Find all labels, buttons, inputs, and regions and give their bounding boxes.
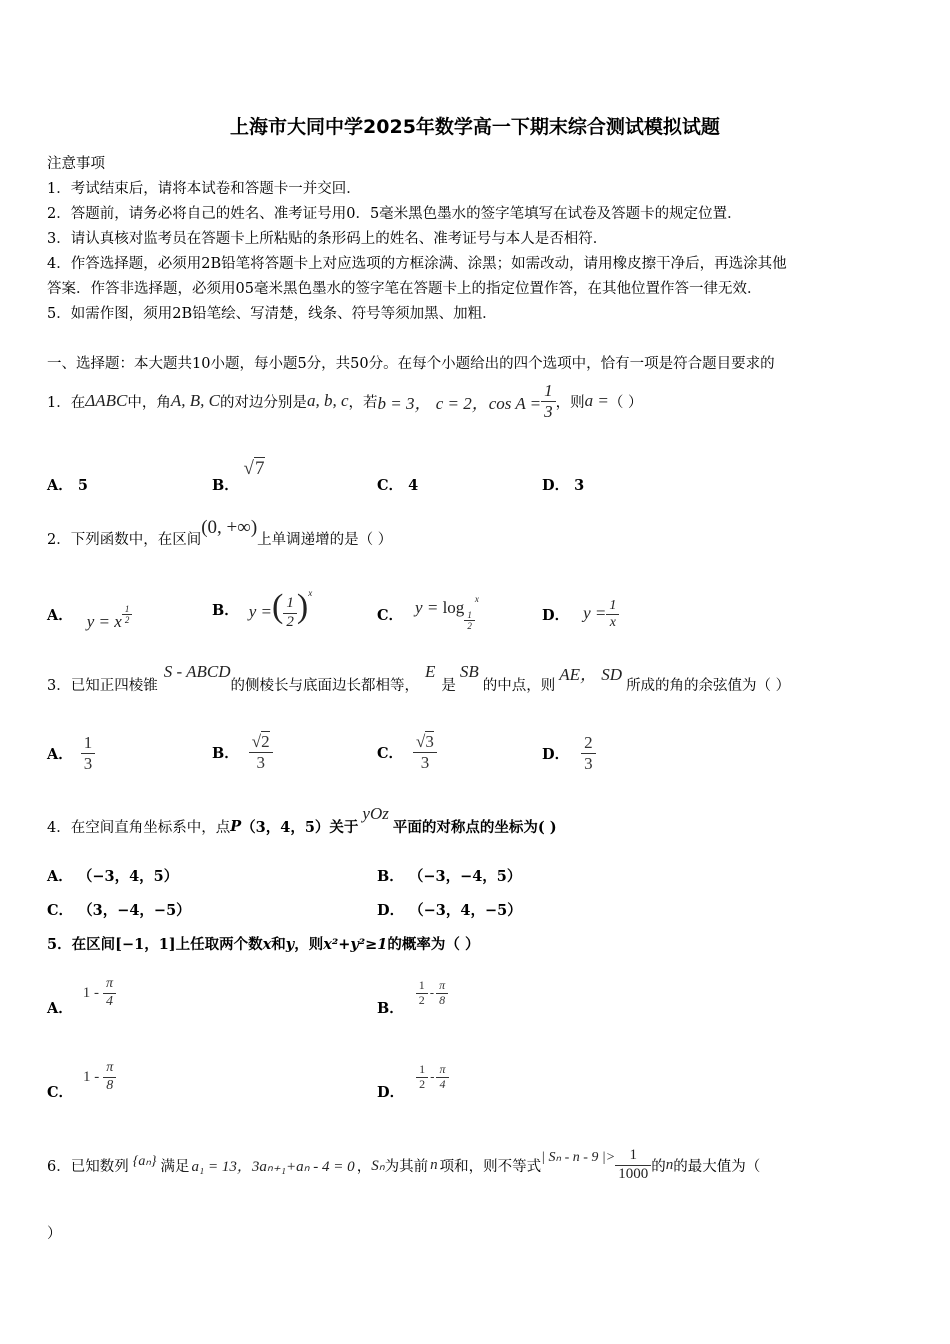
q3-text-2: 是 [441,677,456,694]
q2-b-label: B． [212,602,239,619]
q3-d-label: D． [542,745,570,763]
q5-text-1: 5．在区间[−1，1]上任取两个数 [47,936,263,953]
q5-c-num: π [103,1060,116,1077]
q4-d-label: D． [377,902,405,919]
q5-b-lead [416,979,428,1008]
q1-angles: A, B, C [170,391,220,410]
q3-lines: AE， SD [559,664,623,684]
q2-tail: 上单调递增的是（ ） [257,531,393,548]
q1-b-text: 7 [254,458,265,479]
q4-point: P [230,817,242,835]
q4-tail: 平面的对称点的坐标为( ) [392,818,557,836]
q4-option-c[interactable] [47,899,191,920]
q6-n: n [430,1156,438,1173]
q3-text-4: 所成的角的余弦值为（ ） [626,677,791,694]
q5-b-den: 8 [439,992,446,1007]
q1-option-c[interactable] [377,474,418,495]
q5-a-num: π [103,976,116,993]
q5-y: y [285,936,295,953]
q3-b-den: 3 [256,752,265,772]
q1-text-3: ，若 [348,394,378,411]
question-1 [47,376,642,426]
q3-b-label: B． [212,744,239,762]
notice-heading: 注意事项 [47,156,105,172]
q4-c-label: C． [47,902,74,919]
q5-c-frac [103,1060,116,1093]
page-title: 上海市大同中学2025年数学高一下期末综合测试模拟试题 [230,116,720,138]
question-4 [47,805,557,847]
q1-option-b[interactable] [212,458,265,494]
q6-close-paren: ） [47,1226,62,1242]
q1-text-2: 的对边分别是 [219,394,307,411]
q5-d-den: 4 [439,1076,446,1091]
q6-frac-num: 1 [615,1147,651,1165]
q3-text: 3．已知正四棱锥 [47,677,158,694]
q2-option-c[interactable] [377,592,479,637]
q5-b-frac [436,979,448,1008]
q4-d-text: （−3，4，−5） [409,902,522,919]
q4-plane: yOz [362,804,389,823]
q5-text-3: 的概率为（ ） [387,936,480,953]
q5-option-d[interactable]: D． $\frac{1}{2}$ - $\frac{\pi}{4}$ [377,1052,449,1102]
q5-b-num: π [436,979,448,994]
q4-option-d[interactable] [377,899,522,920]
q3-option-c[interactable] [377,726,437,778]
q5-a-lead: 1 - [82,984,100,1001]
q3-pyramid: S - ABCD [163,662,231,681]
q5-x: x [262,936,272,953]
q4-option-a[interactable] [47,865,178,886]
q1-b-label: B． [212,477,239,494]
q1-a-text: 5 [77,477,88,494]
section-heading: 一、选择题：本大题共10小题，每小题5分，共50分。在每个小题给出的四个选项中，恰有一项是符合题目要求的 [47,356,775,372]
q3-c-num: 3 [425,731,434,751]
question-6 [47,1140,760,1190]
question-2 [47,518,392,558]
q6-frac-den: 1000 [618,1165,649,1182]
q4-coords: （3，4，5）关于 [241,818,359,836]
q5-b-lead-den: 2 [418,992,425,1007]
q3-a-num: 1 [81,733,96,754]
q3-sb: SB [459,662,479,681]
notice-item-1: 1．考试结束后，请将本试卷和答题卡一并交回． [47,181,361,197]
q4-b-text: （−3，−4，5） [408,868,522,885]
q6-text-3: 为其前 [384,1158,429,1175]
q1-text-4: ，则 [555,394,585,411]
q5-d-lead-den: 2 [419,1076,426,1091]
q1-b-sqrt: √7 [243,458,265,479]
q1-d-label: D． [542,477,570,494]
q1-sides: a, b, c [306,391,349,410]
q4-option-b[interactable] [377,865,521,886]
q2-c-formula: y = log $_{\frac{1}{2}}$ $^x$ [415,593,479,632]
q2-a-label: A． [47,607,73,624]
q5-option-a[interactable] [47,968,116,1018]
q3-b-frac: $\frac{√2}{3}$ [249,732,273,772]
q5-d-frac [436,1063,448,1092]
q3-a-frac [81,733,96,773]
q6-text: 6．已知数列 [47,1158,129,1175]
q3-text-1: 的侧棱长与底面边长都相等， [230,677,419,694]
q1-c-label: C． [377,477,404,494]
q1-ask: a = [584,391,609,410]
q6-text-5: 的 [651,1158,666,1175]
q2-interval: (0, +∞) [201,517,258,538]
q1-condition: b = 3， c = 2，cos A = [377,393,542,413]
q3-d-num: 2 [581,733,596,754]
q5-a-label: A． [47,999,73,1017]
q2-d-label: D． [542,607,570,624]
q3-b-num: 2 [261,731,270,751]
q1-c-text: 4 [408,477,419,494]
q1-text: 中，角 [127,394,171,411]
q5-c-den: 8 [106,1077,114,1093]
q6-condition: a₁ = 13，3aₙ₊₁+aₙ - 4 = 0 [191,1158,355,1175]
q1-num: 1．在 [47,394,86,411]
q6-text-4: 项和，则不等式 [439,1158,542,1175]
q6-n-2: n [665,1156,674,1173]
q3-d-frac [581,733,596,773]
q5-c-label: C． [47,1083,74,1101]
q3-option-b[interactable] [212,726,273,778]
notice-item-4: 4．作答选择题，必须用2B铅笔将答题卡上对应选项的方框涂满、涂黑；如需改动，请用橡皮擦干净后，再选涂其他 [47,256,787,272]
q3-a-den: 3 [83,753,93,773]
q1-fraction [541,381,556,421]
q2-text: 2．下列函数中，在区间 [47,531,202,548]
q5-option-b[interactable]: B． $\frac{1}{2}$ - $\frac{\pi}{8}$ [377,968,448,1018]
q2-option-d[interactable] [542,592,619,637]
q2-c-label: C． [377,607,404,624]
q5-and: 和 [271,936,286,953]
q4-a-label: A． [47,868,73,885]
question-5 [47,933,479,954]
q6-text-6: 的最大值为（ [673,1158,761,1175]
q5-d-lead [416,1063,428,1092]
q3-a-label: A． [47,745,73,763]
q5-d-label: D． [377,1083,405,1101]
q6-text-2: ， [356,1158,372,1175]
q4-c-text: （3，−4，−5） [78,902,191,919]
q5-c-lead: 1 - [83,1068,100,1085]
q2-d-formula: y = $\frac{1}{x}$ [583,598,619,631]
q6-inequality: | Sₙ - n - 9 |> [541,1149,616,1165]
notice-item-5: 5．如需作图，须用2B铅笔绘、写清楚，线条、符号等须加黑、加粗． [47,306,497,322]
notice-item-4-cont: 答案．作答非选择题，必须用05毫米黑色墨水的签字笔在答题卡上的指定位置作答，在其他位置作答一律无效． [47,281,762,297]
q2-option-b[interactable] [212,582,312,637]
q3-c-label: C． [377,744,404,762]
q6-sn: Sₙ [371,1157,385,1174]
q5-b-label: B． [377,999,404,1017]
q2-b-formula: y =( $\frac{1}{2}$ )$^x$ [248,588,313,630]
q1-option-a[interactable] [47,474,88,495]
q3-d-den: 3 [584,753,593,773]
q3-option-d[interactable] [542,728,596,778]
q5-d-lead-num: 1 [416,1063,428,1078]
q5-a-den: 4 [106,993,114,1009]
q1-triangle: ΔABC [85,391,128,410]
q5-option-c[interactable] [47,1052,116,1102]
q5-a-frac [103,976,116,1009]
q3-text-3: 的中点，则 [482,677,556,694]
q1-a-label: A． [47,477,73,494]
q6-text-1: 满足 [160,1158,190,1175]
q4-a-text: （−3，4，5） [77,868,179,885]
q4-text: 4．在空间直角坐标系中，点 [47,819,231,836]
q2-option-a[interactable] [47,592,132,637]
q3-e: E [424,662,436,681]
q2-a-formula: y = x $^{\frac{1}{2}}$ [87,612,133,634]
q5-inequality: x²+y²≥1 [323,936,388,953]
q1-option-d[interactable] [542,474,584,495]
q1-frac-den: 3 [544,401,553,421]
q1-d-text: 3 [574,477,585,494]
q1-paren: （ ） [608,394,643,411]
q3-c-den: 3 [420,752,430,772]
notice-item-3: 3．请认真核对监考员在答题卡上所粘贴的条形码上的姓名、准考证号与本人是否相符． [47,231,608,247]
q3-c-frac: $\frac{√3}{3}$ [413,732,437,772]
q6-sequence: {aₙ} [132,1153,157,1169]
q5-text-2: ，则 [294,936,324,953]
q1-frac-num: 1 [541,381,556,402]
question-3 [47,660,790,708]
q5-d-num: π [436,1063,448,1078]
q6-fraction [615,1147,651,1183]
q5-b-lead-num: 1 [416,979,428,994]
q4-b-label: B． [377,868,404,885]
notice-item-2: 2．答题前，请务必将自己的姓名、准考证号用0．5毫米黑色墨水的签字笔填写在试卷及答题卡的规定位置． [47,206,742,222]
q3-option-a[interactable] [47,728,95,778]
